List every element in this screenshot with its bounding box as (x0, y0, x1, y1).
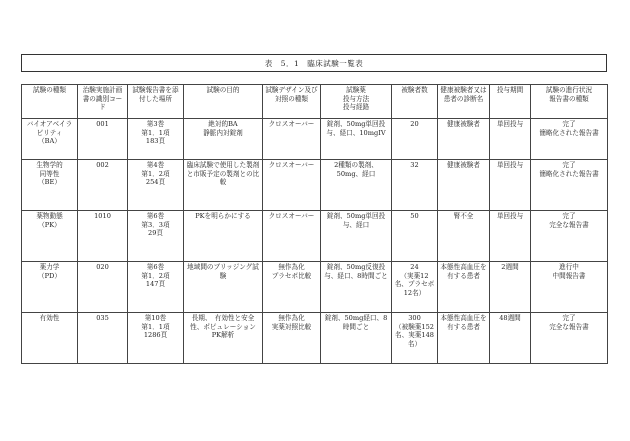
cell-report-location: 第3巻 第1．1項 183頁 (128, 119, 184, 160)
clinical-trials-table (21, 84, 608, 364)
cell-subject-count: 300 （被験薬152名、実薬148名） (392, 313, 438, 364)
cell-duration: 2週間 (490, 262, 531, 313)
cell-design: 無作為化 実薬対照比較 (263, 313, 321, 364)
cell-subject-count: 50 (392, 211, 438, 262)
table-caption (21, 54, 607, 72)
cell-report-location: 第6巻 第3．3項 29頁 (128, 211, 184, 262)
table-row (22, 262, 608, 313)
table-caption-text: 表 5．1 臨床試験一覧表 (264, 58, 364, 68)
cell-diagnosis: 健康被験者 (438, 119, 490, 160)
cell-protocol-code: 020 (78, 262, 128, 313)
header-duration: 投与期間 (490, 85, 531, 119)
cell-drug-route: 錠剤、50mg単回投与、経口、10mgIV (321, 119, 392, 160)
cell-status: 完了 簡略化された報告書 (531, 119, 608, 160)
header-trial-purpose: 試験の目的 (184, 85, 263, 119)
table-row (22, 119, 608, 160)
cell-trial-purpose: 絶対的BA 静脈内対錠剤 (184, 119, 263, 160)
cell-diagnosis: 健康被験者 (438, 160, 490, 211)
cell-trial-purpose: 臨床試験で使用した製剤と市販予定の製剤との比較 (184, 160, 263, 211)
cell-trial-purpose: 長期、 有効性と安全性、ポピュレーションPK解析 (184, 313, 263, 364)
header-subject-count: 被験者数 (392, 85, 438, 119)
cell-protocol-code: 1010 (78, 211, 128, 262)
cell-protocol-code: 001 (78, 119, 128, 160)
header-status: 試験の進行状況 報告書の種類 (531, 85, 608, 119)
cell-subject-count: 20 (392, 119, 438, 160)
header-report-location: 試験報告書を添付した場所 (128, 85, 184, 119)
cell-duration: 48週間 (490, 313, 531, 364)
cell-report-location: 第4巻 第1．2項 254頁 (128, 160, 184, 211)
cell-duration: 単回投与 (490, 160, 531, 211)
cell-trial-purpose: PKを明らかにする (184, 211, 263, 262)
header-trial-type: 試験の種類 (22, 85, 78, 119)
cell-drug-route: 錠剤、50mg単回投与、経口 (321, 211, 392, 262)
cell-diagnosis: 腎不全 (438, 211, 490, 262)
cell-trial-type: バイオアベイラビリティ （BA） (22, 119, 78, 160)
cell-trial-purpose: 地域間のブリッジング試験 (184, 262, 263, 313)
cell-subject-count: 24 （実薬12名、プラセボ12名） (392, 262, 438, 313)
cell-status: 完了 完全な報告書 (531, 211, 608, 262)
table-row (22, 313, 608, 364)
table-header-row (22, 85, 608, 119)
header-diagnosis: 健康被験者又は患者の診断名 (438, 85, 490, 119)
cell-diagnosis: 本態性高血圧を有する患者 (438, 313, 490, 364)
cell-design: クロスオーバー (263, 119, 321, 160)
table-row (22, 160, 608, 211)
cell-drug-route: 錠剤、50mg経口、8時間ごと (321, 313, 392, 364)
cell-design: クロスオーバー (263, 211, 321, 262)
cell-report-location: 第10巻 第1．1項 1286頁 (128, 313, 184, 364)
cell-status: 完了 完全な報告書 (531, 313, 608, 364)
cell-protocol-code: 002 (78, 160, 128, 211)
table-row (22, 211, 608, 262)
cell-duration: 単回投与 (490, 211, 531, 262)
cell-status: 進行中 中間報告書 (531, 262, 608, 313)
cell-design: クロスオーバー (263, 160, 321, 211)
cell-protocol-code: 035 (78, 313, 128, 364)
cell-subject-count: 32 (392, 160, 438, 211)
cell-drug-route: 錠剤、50mg反復投与、経口、8時間ごと (321, 262, 392, 313)
cell-trial-type: 有効性 (22, 313, 78, 364)
header-drug-route: 試験薬 投与方法 投与経路 (321, 85, 392, 119)
cell-drug-route: 2種類の製剤、50mg、経口 (321, 160, 392, 211)
cell-diagnosis: 本態性高血圧を有する患者 (438, 262, 490, 313)
header-protocol-code: 治験実施計画書の識別コード (78, 85, 128, 119)
cell-trial-type: 薬力学 （PD） (22, 262, 78, 313)
header-design: 試験デザイン及び対照の種類 (263, 85, 321, 119)
cell-report-location: 第6巻 第1．2項 147頁 (128, 262, 184, 313)
cell-duration: 単回投与 (490, 119, 531, 160)
cell-status: 完了 簡略化された報告書 (531, 160, 608, 211)
cell-trial-type: 薬物動態 （PK） (22, 211, 78, 262)
cell-trial-type: 生物学的 同等性 （BE） (22, 160, 78, 211)
cell-design: 無作為化 プラセボ比較 (263, 262, 321, 313)
